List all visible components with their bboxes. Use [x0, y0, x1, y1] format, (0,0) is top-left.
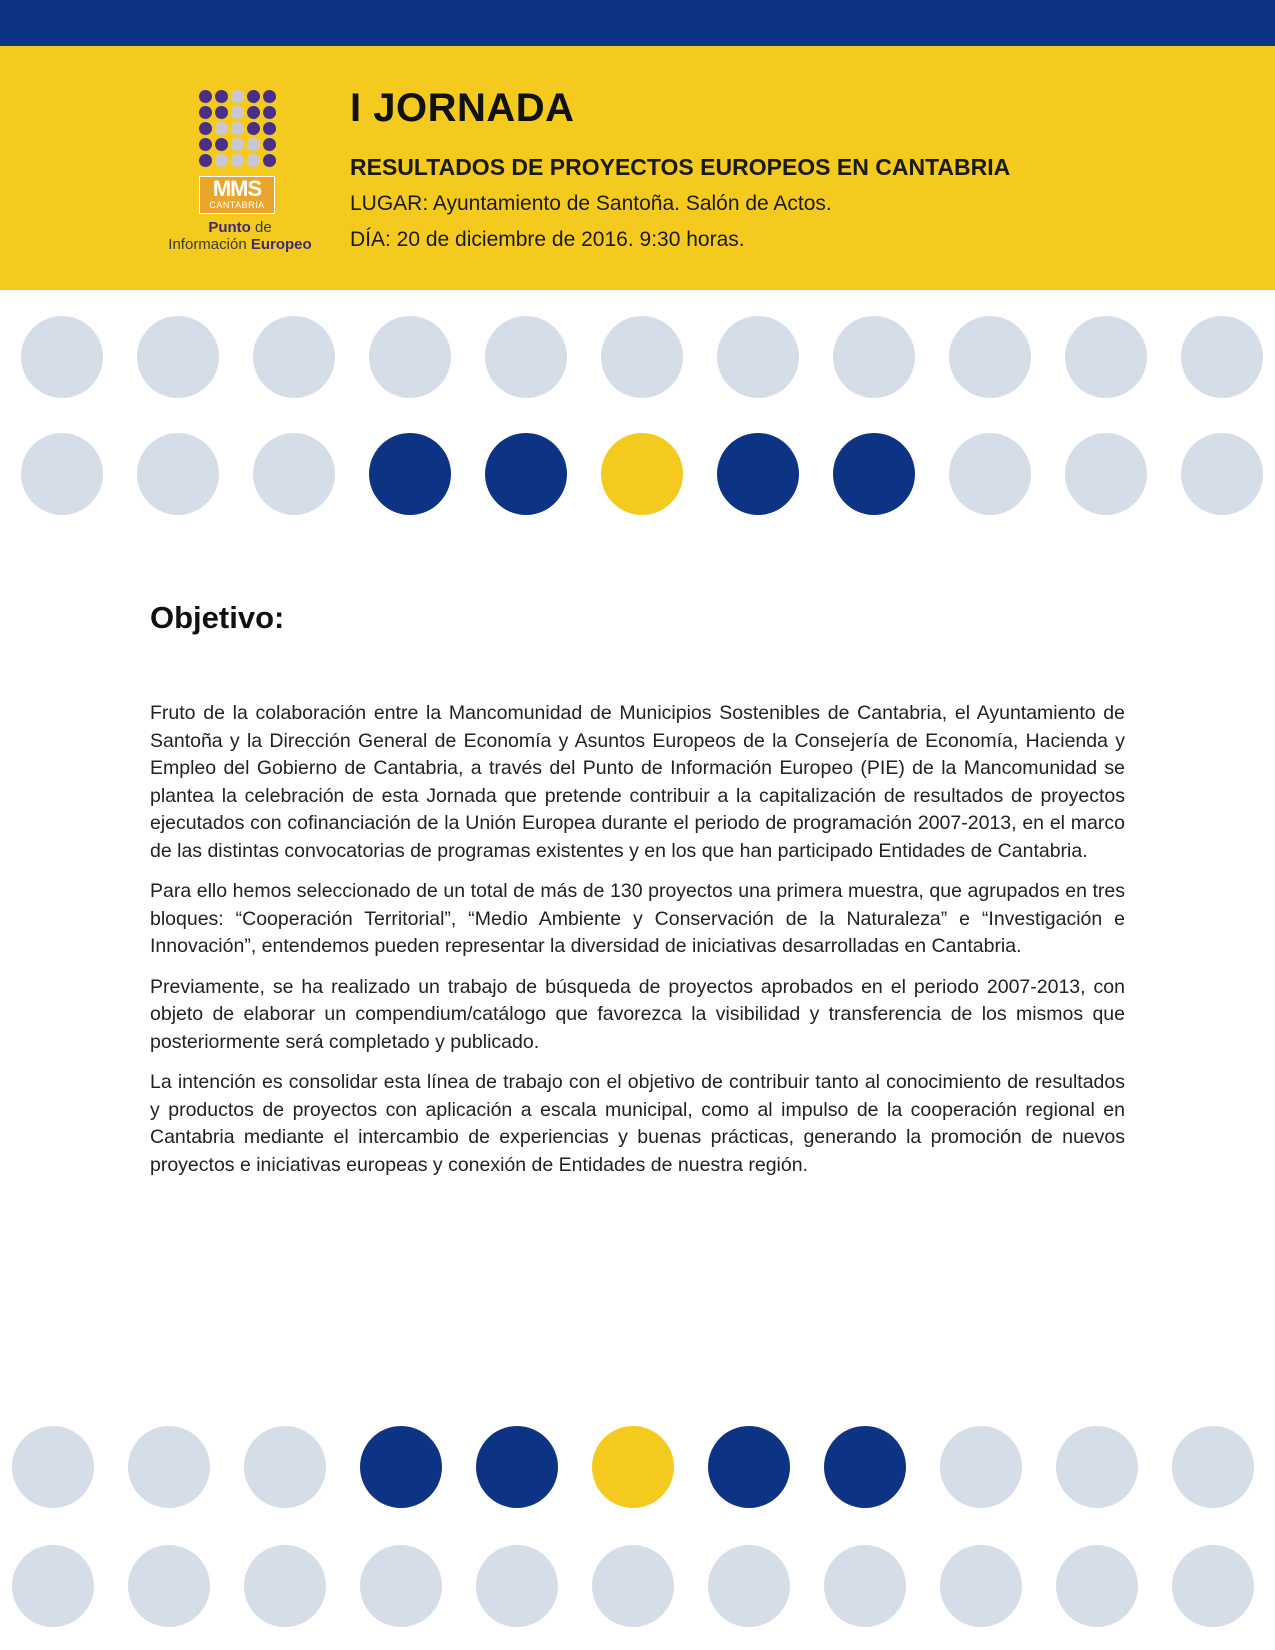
body-text — [150, 700, 1125, 1192]
dot-light — [244, 1426, 326, 1508]
dot-navy — [476, 1426, 558, 1508]
dot-light — [360, 1545, 442, 1627]
mms-logo-box — [199, 176, 275, 214]
logo-punto-line — [150, 220, 330, 236]
logo-dot — [247, 122, 260, 135]
logo-dot — [199, 122, 212, 135]
page-subtitle: RESULTADOS DE PROYECTOS EUROPEOS EN CANTABRIA — [350, 154, 1011, 180]
logo-mms-text: MMS — [212, 176, 262, 201]
dot-light — [12, 1545, 94, 1627]
dot-navy — [833, 433, 915, 515]
dot-light — [708, 1545, 790, 1627]
logo-dot — [263, 138, 276, 151]
dot-light — [592, 1545, 674, 1627]
logo-dot — [263, 106, 276, 119]
page-title: I JORNADA — [350, 86, 575, 130]
dot-light — [601, 316, 683, 398]
logo-dot — [231, 106, 244, 119]
dot-light — [1172, 1426, 1254, 1508]
paragraph: La intención es consolidar esta línea de trabajo con el objetivo de contribuir tanto al conocimiento de resultados y productos de proyectos con aplicación a escala municipal, como al impulso de la cooperación regional en Cantabria mediante el intercambio de experiencias y buenas prácticas, generando la promoción de nuevos proyectos e iniciativas europeas y conexión de Entidades de nuestra región. — [150, 1071, 1125, 1176]
logo-dot — [215, 138, 228, 151]
logo-dot — [231, 138, 244, 151]
dot-navy — [485, 433, 567, 515]
dot-light — [717, 316, 799, 398]
logo-dot — [215, 90, 228, 103]
logo-dot — [247, 138, 260, 151]
logo-dot — [231, 122, 244, 135]
dot-light — [833, 316, 915, 398]
logo-info-rest: Información — [168, 236, 251, 253]
dot-light — [253, 316, 335, 398]
dot-light — [1181, 316, 1263, 398]
dot-light — [253, 433, 335, 515]
mms-logo — [150, 90, 330, 260]
dot-light — [949, 316, 1031, 398]
dot-light — [824, 1545, 906, 1627]
logo-dot — [215, 106, 228, 119]
dot-light — [128, 1545, 210, 1627]
logo-dot — [199, 90, 212, 103]
logo-dot — [263, 154, 276, 167]
dot-light — [485, 316, 567, 398]
logo-punto-bold: Punto — [208, 219, 251, 236]
dot-navy — [708, 1426, 790, 1508]
dot-light — [940, 1545, 1022, 1627]
paragraph: Fruto de la colaboración entre la Mancomunidad de Municipios Sostenibles de Cantabria, el Ayuntamiento de Santoña y la Dirección General de Economía y Asuntos Europeos de la Consejería de Economía, Hacienda y Empleo del Gobierno de Cantabria, a través del Punto de Información Europeo (PIE) de la Mancomunidad se plantea la celebración de esta Jornada que pretende contribuir a la capitalización de resultados de proyectos ejecutados con cofinanciación de la Unión Europea durante el periodo de programación 2007-2013, en el marco de las distintas convocatorias de programas existentes y en los que han participado Entidades de Cantabria. — [150, 702, 1125, 862]
dot-light — [1065, 433, 1147, 515]
logo-dot — [247, 106, 260, 119]
dot-light — [137, 316, 219, 398]
top-navy-bar — [0, 0, 1275, 46]
dot-light — [369, 316, 451, 398]
dot-navy — [717, 433, 799, 515]
logo-dot — [263, 122, 276, 135]
dot-yellow — [592, 1426, 674, 1508]
paragraph: Previamente, se ha realizado un trabajo de búsqueda de proyectos aprobados en el periodo 2007-2013, con objeto de elaborar un compendium/catálogo que favorezca la visibilidad y transferencia de los mismos que posteriormente será completado y publicado. — [150, 975, 1125, 1053]
dot-light — [21, 433, 103, 515]
dot-light — [128, 1426, 210, 1508]
dot-light — [1056, 1545, 1138, 1627]
dot-light — [1065, 316, 1147, 398]
logo-dot — [199, 154, 212, 167]
section-heading: Objetivo: — [150, 600, 285, 635]
logo-dot — [199, 138, 212, 151]
mms-dot-grid-logo-icon — [199, 90, 279, 172]
event-location: LUGAR: Ayuntamiento de Santoña. Salón de Actos. — [350, 192, 832, 215]
paragraph: Para ello hemos seleccionado de un total de más de 130 proyectos una primera muestra, que agrupados en tres bloques: “Cooperación Territorial”, “Medio Ambiente y Conservación de la Naturaleza” e “Investigación e Innovación”, entendemos pueden representar la diversidad de iniciativas desarrolladas en Cantabria. — [150, 880, 1125, 957]
logo-dot — [199, 106, 212, 119]
logo-cantabria-text: CANTABRIA — [209, 200, 265, 210]
logo-dot — [231, 90, 244, 103]
dot-light — [21, 316, 103, 398]
logo-dot — [263, 90, 276, 103]
dot-navy — [824, 1426, 906, 1508]
logo-punto-rest: de — [250, 219, 272, 236]
dot-navy — [369, 433, 451, 515]
dot-light — [1056, 1426, 1138, 1508]
dot-light — [949, 433, 1031, 515]
event-date: DÍA: 20 de diciembre de 2016. 9:30 horas. — [350, 228, 745, 251]
dot-light — [244, 1545, 326, 1627]
dot-light — [12, 1426, 94, 1508]
dot-navy — [360, 1426, 442, 1508]
logo-info-bold: Europeo — [250, 236, 312, 253]
dot-light — [476, 1545, 558, 1627]
dot-light — [1172, 1545, 1254, 1627]
logo-dot — [215, 122, 228, 135]
dot-light — [1181, 433, 1263, 515]
logo-dot — [231, 154, 244, 167]
dot-light — [940, 1426, 1022, 1508]
logo-dot — [215, 154, 228, 167]
logo-info-line — [150, 236, 330, 254]
dot-light — [137, 433, 219, 515]
logo-dot — [247, 154, 260, 167]
dot-yellow — [601, 433, 683, 515]
logo-dot — [247, 90, 260, 103]
